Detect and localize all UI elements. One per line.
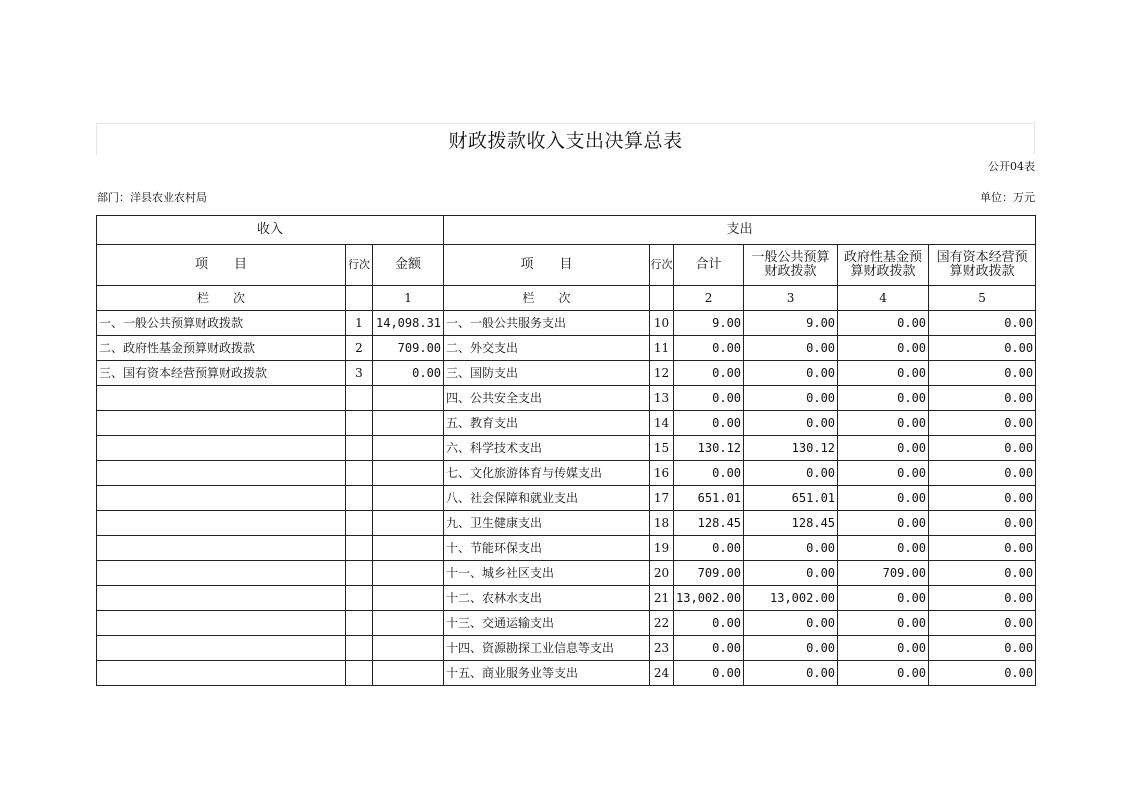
income-amount-cell: [373, 611, 444, 636]
general-budget-cell: 9.00: [744, 311, 838, 336]
income-item-cell: [97, 411, 346, 436]
income-amount-cell: [373, 536, 444, 561]
state-capital-cell: 0.00: [929, 486, 1036, 511]
expense-item-cell: 五、教育支出: [444, 411, 650, 436]
table-row: [97, 511, 1036, 536]
general-budget-cell: 0.00: [744, 361, 838, 386]
total-cell: 0.00: [674, 361, 744, 386]
income-header: 收入: [97, 216, 444, 245]
expense-item-cell: 三、国防支出: [444, 361, 650, 386]
expense-row-no-cell: 20: [650, 561, 674, 586]
expense-item-cell: 十三、交通运输支出: [444, 611, 650, 636]
state-capital-cell: 0.00: [929, 436, 1036, 461]
total-cell: 0.00: [674, 386, 744, 411]
income-item-cell: 三、国有资本经营预算财政拨款: [97, 361, 346, 386]
income-item-header: 项 目: [97, 245, 346, 286]
total-cell: 0.00: [674, 336, 744, 361]
income-row-no-cell: 3: [346, 361, 373, 386]
gov-fund-cell: 0.00: [838, 386, 929, 411]
income-row-no-cell: [346, 661, 373, 686]
col-index-4: 4: [838, 286, 929, 311]
col-index-1: 1: [373, 286, 444, 311]
gov-fund-cell: 0.00: [838, 661, 929, 686]
expense-item-cell: 十二、农林水支出: [444, 586, 650, 611]
income-amount-cell: [373, 411, 444, 436]
total-cell: 0.00: [674, 411, 744, 436]
general-budget-cell: 0.00: [744, 561, 838, 586]
expense-row-no-cell: 22: [650, 611, 674, 636]
state-capital-cell: 0.00: [929, 461, 1036, 486]
income-amount-cell: [373, 436, 444, 461]
state-capital-cell: 0.00: [929, 411, 1036, 436]
income-item-cell: [97, 386, 346, 411]
general-budget-cell: 0.00: [744, 336, 838, 361]
expense-row-no-cell: 12: [650, 361, 674, 386]
expense-row-no-cell: 23: [650, 636, 674, 661]
expense-item-cell: 十一、城乡社区支出: [444, 561, 650, 586]
income-item-cell: [97, 511, 346, 536]
general-budget-cell: 0.00: [744, 636, 838, 661]
gov-fund-cell: 0.00: [838, 311, 929, 336]
income-item-cell: [97, 461, 346, 486]
expense-item-cell: 六、科学技术支出: [444, 436, 650, 461]
income-item-cell: 二、政府性基金预算财政拨款: [97, 336, 346, 361]
page-title: 财政拨款收入支出决算总表: [448, 130, 683, 152]
income-item-cell: [97, 561, 346, 586]
general-budget-cell: 651.01: [744, 486, 838, 511]
budget-table: [96, 215, 1036, 686]
general-budget-cell: 0.00: [744, 411, 838, 436]
income-row-no-cell: [346, 636, 373, 661]
state-capital-cell: 0.00: [929, 361, 1036, 386]
total-cell: 0.00: [674, 661, 744, 686]
col-index-2: 2: [674, 286, 744, 311]
table-row: [97, 436, 1036, 461]
income-row-no-cell: [346, 511, 373, 536]
general-budget-cell: 0.00: [744, 461, 838, 486]
income-item-cell: [97, 536, 346, 561]
table-row: [97, 561, 1036, 586]
state-capital-cell: 0.00: [929, 311, 1036, 336]
income-amount-cell: [373, 461, 444, 486]
table-row: [97, 336, 1036, 361]
table-row: [97, 586, 1036, 611]
table-row: [97, 486, 1036, 511]
income-amount-cell: [373, 486, 444, 511]
income-amount-cell: 14,098.31: [373, 311, 444, 336]
total-cell: 709.00: [674, 561, 744, 586]
state-capital-cell: 0.00: [929, 386, 1036, 411]
income-item-cell: 一、一般公共预算财政拨款: [97, 311, 346, 336]
state-capital-cell: 0.00: [929, 336, 1036, 361]
general-budget-cell: 130.12: [744, 436, 838, 461]
gov-fund-header: 政府性基金预算财政拨款: [838, 245, 929, 286]
expense-row-no-cell: 15: [650, 436, 674, 461]
expense-row-no-index: [650, 286, 674, 311]
income-item-cell: [97, 636, 346, 661]
expense-item-cell: 十五、商业服务业等支出: [444, 661, 650, 686]
general-budget-cell: 0.00: [744, 611, 838, 636]
general-budget-cell: 0.00: [744, 661, 838, 686]
gov-fund-cell: 709.00: [838, 561, 929, 586]
general-budget-cell: 0.00: [744, 536, 838, 561]
expense-row-no-cell: 11: [650, 336, 674, 361]
income-amount-cell: [373, 561, 444, 586]
state-capital-cell: 0.00: [929, 586, 1036, 611]
income-amount-cell: [373, 661, 444, 686]
general-budget-header: 一般公共预算财政拨款: [744, 245, 838, 286]
income-item-cell: [97, 436, 346, 461]
expense-row-no-cell: 21: [650, 586, 674, 611]
expense-item-cell: 一、一般公共服务支出: [444, 311, 650, 336]
total-cell: 9.00: [674, 311, 744, 336]
income-row-no-index: [346, 286, 373, 311]
table-row: [97, 411, 1036, 436]
expense-item-cell: 十、节能环保支出: [444, 536, 650, 561]
total-cell: 0.00: [674, 536, 744, 561]
expense-header: 支出: [444, 216, 1036, 245]
expense-row-no-cell: 18: [650, 511, 674, 536]
gov-fund-cell: 0.00: [838, 461, 929, 486]
income-row-no-cell: [346, 536, 373, 561]
income-row-no-cell: [346, 486, 373, 511]
income-amount-cell: 709.00: [373, 336, 444, 361]
general-budget-cell: 13,002.00: [744, 586, 838, 611]
gov-fund-cell: 0.00: [838, 536, 929, 561]
expense-item-cell: 八、社会保障和就业支出: [444, 486, 650, 511]
income-item-cell: [97, 486, 346, 511]
unit-label: 单位：万元: [980, 191, 1035, 204]
income-row-no-cell: [346, 461, 373, 486]
title-box: [96, 123, 1035, 155]
expense-row-no-cell: 17: [650, 486, 674, 511]
total-cell: 651.01: [674, 486, 744, 511]
income-row-no-cell: [346, 436, 373, 461]
table-row: [97, 611, 1036, 636]
income-item-cell: [97, 586, 346, 611]
expense-row-no-cell: 24: [650, 661, 674, 686]
amount-header: 金额: [373, 245, 444, 286]
gov-fund-cell: 0.00: [838, 586, 929, 611]
income-row-no-cell: [346, 611, 373, 636]
gov-fund-cell: 0.00: [838, 411, 929, 436]
gov-fund-cell: 0.00: [838, 511, 929, 536]
income-amount-cell: [373, 636, 444, 661]
income-amount-cell: 0.00: [373, 361, 444, 386]
form-code: 公开04表: [988, 160, 1035, 173]
table-row: [97, 461, 1036, 486]
col-index-5: 5: [929, 286, 1036, 311]
expense-item-cell: 二、外交支出: [444, 336, 650, 361]
income-row-no-header: 行次: [346, 245, 373, 286]
total-cell: 128.45: [674, 511, 744, 536]
table-row: [97, 311, 1036, 336]
gov-fund-cell: 0.00: [838, 361, 929, 386]
income-row-no-cell: [346, 586, 373, 611]
expense-row-no-cell: 19: [650, 536, 674, 561]
income-amount-cell: [373, 511, 444, 536]
col-index-3: 3: [744, 286, 838, 311]
income-row-no-cell: [346, 386, 373, 411]
income-item-cell: [97, 611, 346, 636]
income-row-no-cell: 1: [346, 311, 373, 336]
gov-fund-cell: 0.00: [838, 436, 929, 461]
expense-item-cell: 四、公共安全支出: [444, 386, 650, 411]
department-label: 部门：洋县农业农村局: [97, 191, 207, 204]
general-budget-cell: 0.00: [744, 386, 838, 411]
expense-row-no-cell: 10: [650, 311, 674, 336]
gov-fund-cell: 0.00: [838, 611, 929, 636]
state-capital-cell: 0.00: [929, 661, 1036, 686]
table-row: [97, 661, 1036, 686]
table-row: [97, 636, 1036, 661]
income-amount-cell: [373, 586, 444, 611]
expense-row-no-cell: 13: [650, 386, 674, 411]
state-capital-cell: 0.00: [929, 611, 1036, 636]
gov-fund-cell: 0.00: [838, 486, 929, 511]
gov-fund-cell: 0.00: [838, 636, 929, 661]
expense-row-no-cell: 16: [650, 461, 674, 486]
column-index-row: [97, 286, 1036, 311]
expense-item-cell: 七、文化旅游体育与传媒支出: [444, 461, 650, 486]
table-row: [97, 361, 1036, 386]
total-cell: 0.00: [674, 636, 744, 661]
income-column-label: 栏 次: [97, 286, 346, 311]
expense-item-header: 项 目: [444, 245, 650, 286]
expense-row-no-header: 行次: [650, 245, 674, 286]
state-capital-header: 国有资本经营预算财政拨款: [929, 245, 1036, 286]
header-row-2: [97, 245, 1036, 286]
header-row-1: [97, 216, 1036, 245]
gov-fund-cell: 0.00: [838, 336, 929, 361]
total-cell: 130.12: [674, 436, 744, 461]
total-cell: 0.00: [674, 461, 744, 486]
expense-column-label: 栏 次: [444, 286, 650, 311]
state-capital-cell: 0.00: [929, 511, 1036, 536]
income-amount-cell: [373, 386, 444, 411]
table-row: [97, 386, 1036, 411]
state-capital-cell: 0.00: [929, 536, 1036, 561]
state-capital-cell: 0.00: [929, 561, 1036, 586]
general-budget-cell: 128.45: [744, 511, 838, 536]
expense-row-no-cell: 14: [650, 411, 674, 436]
income-row-no-cell: [346, 561, 373, 586]
expense-item-cell: 十四、资源勘探工业信息等支出: [444, 636, 650, 661]
total-header: 合计: [674, 245, 744, 286]
table-row: [97, 536, 1036, 561]
income-row-no-cell: 2: [346, 336, 373, 361]
total-cell: 0.00: [674, 611, 744, 636]
total-cell: 13,002.00: [674, 586, 744, 611]
state-capital-cell: 0.00: [929, 636, 1036, 661]
income-item-cell: [97, 661, 346, 686]
income-row-no-cell: [346, 411, 373, 436]
expense-item-cell: 九、卫生健康支出: [444, 511, 650, 536]
